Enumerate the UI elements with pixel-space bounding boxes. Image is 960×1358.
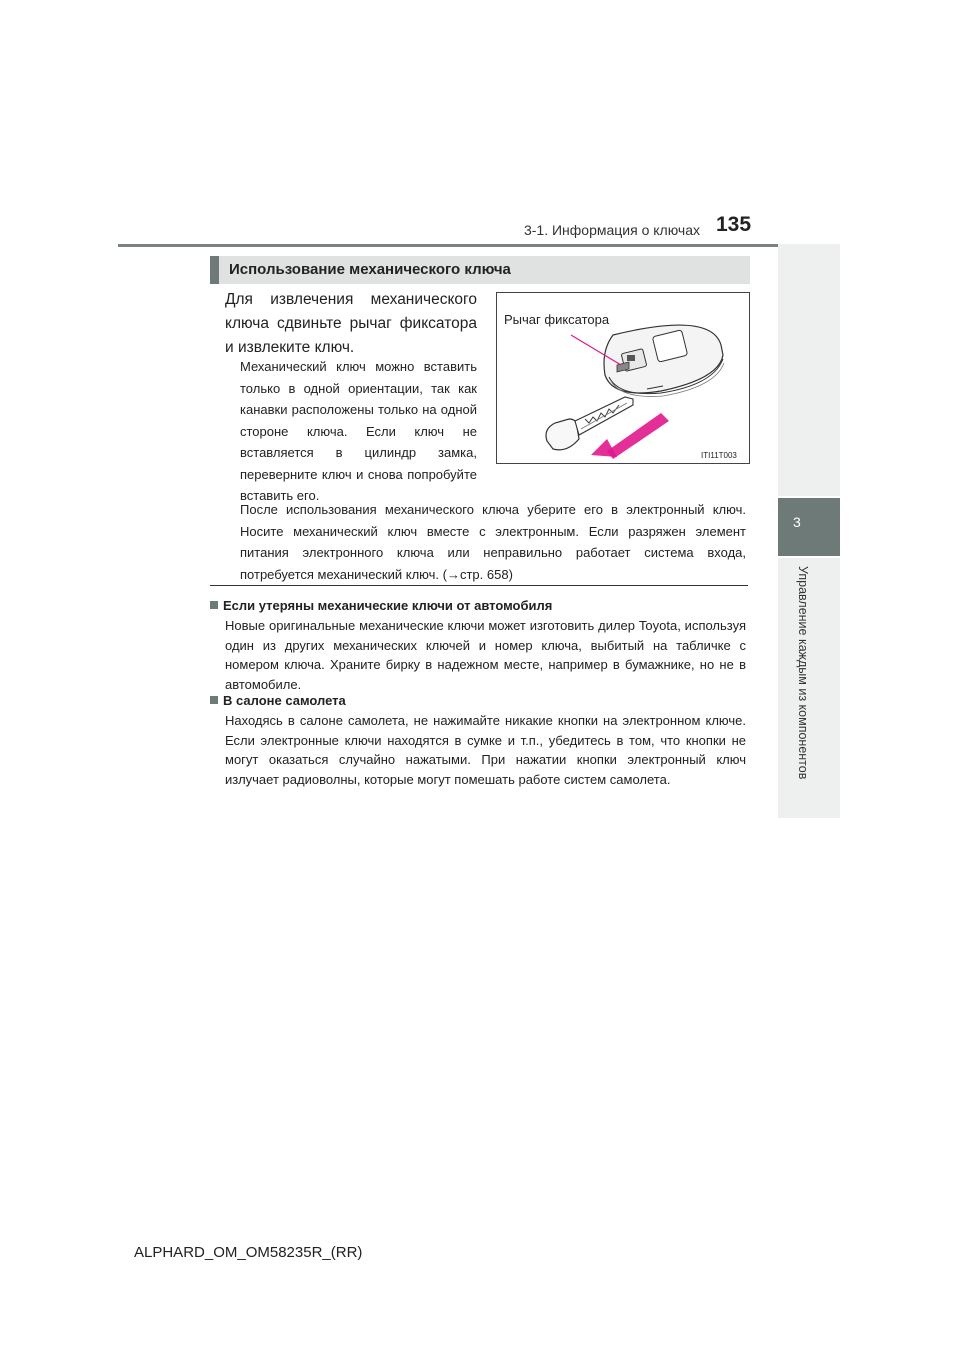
document-code: ALPHARD_OM_OM58235R_(RR) <box>134 1244 363 1261</box>
note-heading-text: Если утеряны механические ключи от автомобиля <box>223 598 553 613</box>
smart-key-fob-icon <box>604 325 724 396</box>
section-heading: Использование механического ключа <box>210 256 750 284</box>
intro-paragraph: Для извлечения механического ключа сдвиньте рычаг фиксатора и извлеките ключ. <box>225 291 477 356</box>
figure-code: ITI11T003 <box>701 451 737 460</box>
note-text-lost-keys: Новые оригинальные механические ключи может изготовить дилер Toyota, используя один из других механических ключей и номер ключа, выбитый на табличке с номером ключа. Храните бирку в надежном месте, например в бумажнике, но не в автомобиле. <box>225 618 746 692</box>
chapter-number: 3 <box>793 514 801 530</box>
running-header: 3-1. Информация о ключах <box>523 222 700 238</box>
square-bullet-icon <box>210 601 218 609</box>
note-text-airplane: Находясь в салоне самолета, не нажимайте никакие кнопки на электронном ключе. Если электронные ключи находятся в сумке и т.п., убедитесь в том, что кнопки не могут оказаться случайно нажатыми. При нажатии кнопки электронный ключ излучает радиоволны, которые могут помешать работе систем самолета. <box>225 713 746 787</box>
callout-label-lock-lever: Рычаг фиксатора <box>504 312 610 327</box>
note-paragraph: Механический ключ можно вставить только в одной ориентации, так как канавки расположены только на одной стороне ключа. Если ключ не вставляется в цилиндр замка, переверните ключ и снова попробуйте вставить его. <box>240 359 477 503</box>
side-tab-background <box>778 244 840 496</box>
header-rule <box>118 244 840 247</box>
chapter-title: Управление каждым из компонентов <box>796 566 810 780</box>
square-bullet-icon <box>210 696 218 704</box>
page-number: 135 <box>716 213 752 236</box>
note-heading-text: В салоне самолета <box>223 693 346 708</box>
note-heading-lost-keys <box>210 598 552 613</box>
note-heading-airplane <box>210 693 346 708</box>
after-use-paragraph: После использования механического ключа уберите его в электронный ключ. Носите механический ключ вместе с электронным. Если разряжен элемент питания электронного ключа или неправильно работает система входа, потребуется механический ключ. (→стр. 658) <box>240 502 746 582</box>
section-divider <box>210 585 748 586</box>
